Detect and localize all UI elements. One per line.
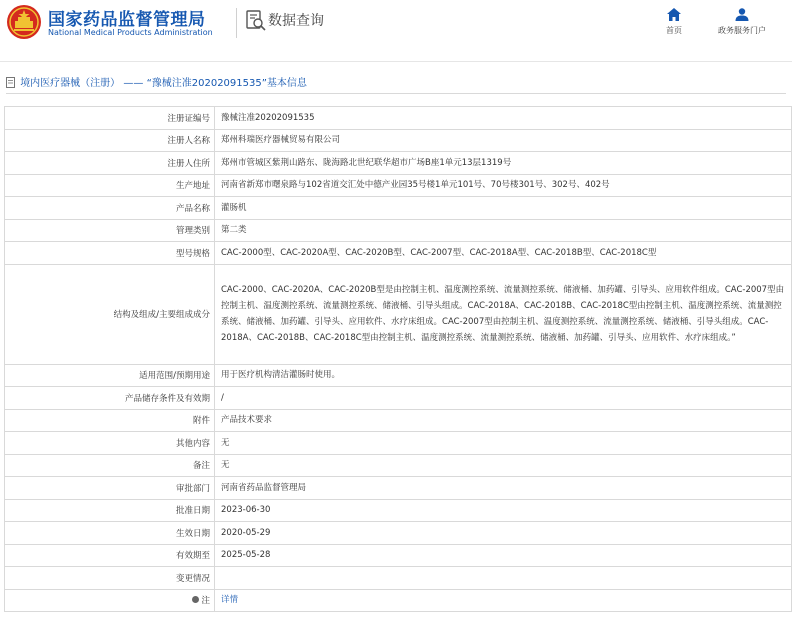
table-row bbox=[5, 152, 792, 175]
row-label-text: 变更情况 bbox=[175, 573, 210, 584]
row-label-text: 注册证编号 bbox=[167, 113, 210, 124]
table-row bbox=[5, 477, 792, 500]
table-row bbox=[5, 409, 792, 432]
table-row bbox=[5, 432, 792, 455]
row-label bbox=[5, 197, 215, 220]
row-label bbox=[5, 567, 215, 590]
data-query-icon bbox=[246, 10, 266, 32]
row-label-text: 有效期至 bbox=[175, 551, 210, 562]
row-label bbox=[5, 107, 215, 130]
row-label-text: 附件 bbox=[192, 416, 210, 427]
row-value-text: 郑州科瑞医疗器械贸易有限公司 bbox=[221, 135, 341, 146]
row-value bbox=[215, 197, 792, 220]
row-label-text: 生产地址 bbox=[175, 181, 210, 192]
row-label-text: 其他内容 bbox=[175, 438, 210, 449]
document-icon bbox=[6, 77, 15, 88]
table-row bbox=[5, 197, 792, 220]
row-value bbox=[215, 432, 792, 455]
row-value bbox=[215, 522, 792, 545]
row-value-text: 河南省药品监督管理局 bbox=[221, 482, 307, 493]
row-label-text: 产品储存条件及有效期 bbox=[124, 393, 210, 404]
row-value-text: 2025-05-28 bbox=[221, 550, 271, 561]
row-label-text: 批准日期 bbox=[175, 506, 210, 517]
nav-service-portal-label: 政务服务门户 bbox=[718, 26, 766, 35]
row-value bbox=[215, 409, 792, 432]
row-label bbox=[5, 477, 215, 500]
row-label bbox=[5, 129, 215, 152]
site-header bbox=[0, 0, 792, 62]
row-value bbox=[215, 364, 792, 387]
table-row bbox=[5, 454, 792, 477]
detail-table-body bbox=[5, 107, 792, 612]
row-label bbox=[5, 174, 215, 197]
table-row bbox=[5, 499, 792, 522]
table-row bbox=[5, 387, 792, 410]
row-label bbox=[5, 264, 215, 364]
breadcrumb bbox=[6, 74, 786, 94]
table-row bbox=[5, 567, 792, 590]
row-label-text: 管理类别 bbox=[175, 226, 210, 237]
row-label-text: 生效日期 bbox=[175, 528, 210, 539]
row-value-text: 产品技术要求 bbox=[221, 415, 273, 426]
row-value-text: 豫械注准20202091535 bbox=[221, 112, 315, 123]
breadcrumb-category[interactable]: 境内医疗器械（注册） bbox=[20, 78, 121, 89]
page-section-title: 数据查询 bbox=[268, 13, 324, 29]
row-label-text: 审批部门 bbox=[175, 483, 210, 494]
row-value-text: / bbox=[221, 392, 224, 403]
row-label bbox=[5, 544, 215, 567]
row-value bbox=[215, 174, 792, 197]
row-value-text: 郑州市管城区紫荆山路东、陇海路北世纪联华超市广场B座1单元13层1319号 bbox=[221, 157, 512, 168]
nav-home[interactable] bbox=[639, 8, 709, 36]
table-row bbox=[5, 219, 792, 242]
row-label bbox=[5, 522, 215, 545]
table-row bbox=[5, 129, 792, 152]
row-label-text: 注册人名称 bbox=[167, 136, 210, 147]
table-row bbox=[5, 242, 792, 265]
row-value bbox=[215, 242, 792, 265]
row-value-text: 2020-05-29 bbox=[221, 527, 271, 538]
nav-home-label: 首页 bbox=[666, 26, 682, 35]
row-label-text: 结构及组成/主要组成成分 bbox=[113, 310, 210, 320]
row-value-text: 用于医疗机构清洁灌肠时使用。 bbox=[221, 370, 341, 381]
row-value bbox=[215, 477, 792, 500]
row-value-text: CAC-2000型、CAC-2020A型、CAC-2020B型、CAC-2007型、CAC-2018A型、CAC-2018B型、CAC-2018C型 bbox=[221, 247, 657, 258]
row-value-text: 第二类 bbox=[221, 225, 247, 236]
row-value bbox=[215, 499, 792, 522]
agency-name-english: National Medical Products Administration bbox=[48, 28, 213, 37]
row-label bbox=[5, 454, 215, 477]
table-row bbox=[5, 364, 792, 387]
table-row bbox=[5, 174, 792, 197]
row-label-text: 注册人住所 bbox=[167, 158, 210, 169]
nav-service-portal[interactable] bbox=[707, 8, 777, 36]
row-value bbox=[215, 107, 792, 130]
row-value bbox=[215, 387, 792, 410]
row-label bbox=[5, 152, 215, 175]
row-value-text: 无 bbox=[221, 460, 230, 471]
agency-name: 国家药品监督管理局 bbox=[48, 10, 206, 30]
row-label-text: 产品名称 bbox=[175, 203, 210, 214]
row-label bbox=[5, 364, 215, 387]
row-label bbox=[5, 499, 215, 522]
detail-table bbox=[4, 106, 792, 612]
table-row bbox=[5, 589, 792, 612]
row-value-text: 河南省新郑市曙泉路与102省道交汇处中德产业园35号楼1单元101号、70号楼301号、302号、402号 bbox=[221, 180, 610, 191]
row-label-text: 适用范围/预期用途 bbox=[139, 371, 210, 382]
row-label bbox=[5, 242, 215, 265]
row-value bbox=[215, 567, 792, 590]
row-label bbox=[5, 387, 215, 410]
row-label-text: 备注 bbox=[192, 461, 210, 472]
row-label-text: 型号规格 bbox=[175, 248, 210, 259]
table-row bbox=[5, 544, 792, 567]
header-divider bbox=[236, 8, 237, 38]
row-value bbox=[215, 544, 792, 567]
breadcrumb-separator: —— bbox=[123, 78, 144, 89]
row-value bbox=[215, 152, 792, 175]
row-label-text: 注 bbox=[201, 596, 210, 607]
details-link[interactable]: 详情 bbox=[221, 595, 239, 606]
note-bulb-icon bbox=[192, 596, 199, 603]
breadcrumb-record: “豫械注准20202091535”基本信息 bbox=[146, 78, 307, 89]
table-row bbox=[5, 522, 792, 545]
row-value bbox=[215, 264, 792, 364]
table-row bbox=[5, 107, 792, 130]
row-value bbox=[215, 219, 792, 242]
national-emblem-logo[interactable] bbox=[6, 4, 42, 40]
row-label bbox=[5, 589, 215, 612]
row-value bbox=[215, 454, 792, 477]
user-icon bbox=[735, 8, 749, 21]
home-icon bbox=[667, 8, 681, 21]
row-label bbox=[5, 219, 215, 242]
row-value-text: CAC-2000、CAC-2020A、CAC-2020B型是由控制主机、温度测控系统、流量测控系统、储液桶、加药罐、引导头、应用软件组成。CAC-2007型由控制主机、温度测控系统、流量测控系统、储液桶、引导头组成。CAC-2018A、CAC-2018B、CAC-2018C型由控制主机、温度测控系统、流量测控系统、储液桶、加药罐、引导头、应用软件、水疗床组成。CAC-2007型由控制主机、温度测控系统、流量测控系统、储液桶、引导头组成。CAC-2018A、CAC-2018B、CAC-2018C型由控制主机、温度测控系统、流量测控系统、储液桶、加药罐、引导头、应用软件、水疗床组成。” bbox=[221, 285, 785, 343]
table-row bbox=[5, 264, 792, 364]
row-label bbox=[5, 409, 215, 432]
row-value bbox=[215, 129, 792, 152]
row-value-text: 灌肠机 bbox=[221, 202, 247, 213]
row-value-text: 2023-06-30 bbox=[221, 505, 271, 516]
row-value-text: 无 bbox=[221, 437, 230, 448]
row-label bbox=[5, 432, 215, 455]
row-value bbox=[215, 589, 792, 612]
